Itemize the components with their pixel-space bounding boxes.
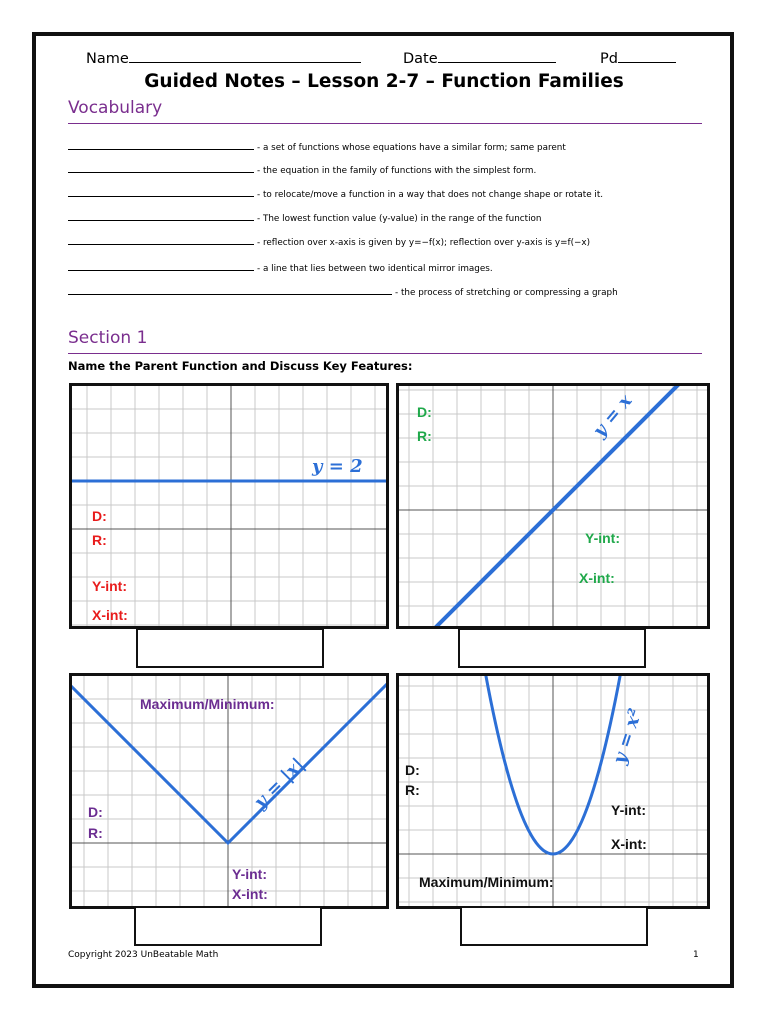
vocab-item: - to relocate/move a function in a way that does not change shape or rotate it.: [68, 187, 603, 200]
vocabulary-rule: [68, 123, 702, 124]
section1-subheading: Name the Parent Function and Discuss Key Features:: [68, 359, 413, 373]
x-int-label: X-int:: [92, 607, 128, 623]
vocab-blank[interactable]: [68, 285, 392, 295]
equation-quadratic: y = x²: [609, 706, 647, 767]
period-label: Pd: [600, 51, 618, 67]
answer-box-quadratic[interactable]: [460, 906, 648, 946]
answer-box-absolute-value[interactable]: [134, 906, 322, 946]
graph-linear-grid: [399, 386, 707, 626]
max-min-label: Maximum/Minimum:: [140, 696, 275, 712]
domain-label: D:: [92, 508, 107, 524]
y-int-label: Y-int:: [92, 578, 127, 594]
answer-box-constant[interactable]: [136, 628, 324, 668]
vocab-blank[interactable]: [68, 140, 254, 150]
vocab-item: - a set of functions whose equations have a similar form; same parent: [68, 140, 566, 153]
vocab-item: - the process of stretching or compressing a graph: [68, 285, 618, 298]
x-int-label: X-int:: [611, 836, 647, 852]
vocab-blank[interactable]: [68, 187, 254, 197]
range-label: R:: [405, 782, 420, 798]
page-number: 1: [693, 950, 699, 960]
vocab-blank[interactable]: [68, 211, 254, 221]
date-label: Date: [403, 51, 438, 67]
graph-constant: [69, 383, 389, 629]
equation-constant: y = 2: [312, 456, 363, 477]
vocab-blank[interactable]: [68, 235, 254, 245]
domain-label: D:: [405, 762, 420, 778]
vocabulary-heading: Vocabulary: [68, 98, 163, 118]
name-label: Name: [86, 51, 129, 67]
y-int-label: Y-int:: [611, 802, 646, 818]
range-label: R:: [92, 532, 107, 548]
equation-linear: y = x: [589, 390, 637, 442]
name-field[interactable]: [86, 48, 361, 67]
x-int-label: X-int:: [232, 886, 268, 902]
vocab-blank[interactable]: [68, 261, 254, 271]
answer-box-linear[interactable]: [458, 628, 646, 668]
vocab-item: - reflection over x-axis is given by y=−f(x); reflection over y-axis is y=f(−x): [68, 235, 590, 248]
max-min-label: Maximum/Minimum:: [419, 874, 554, 890]
range-label: R:: [417, 428, 432, 444]
y-int-label: Y-int:: [232, 866, 267, 882]
page-title: Guided Notes – Lesson 2-7 – Function Families: [144, 71, 624, 92]
period-field[interactable]: [600, 48, 676, 67]
domain-label: D:: [417, 404, 432, 420]
domain-label: D:: [88, 804, 103, 820]
name-blank[interactable]: [129, 48, 361, 63]
section1-heading: Section 1: [68, 328, 148, 348]
copyright: Copyright 2023 UnBeatable Math: [68, 950, 219, 960]
graph-quadratic-grid: [399, 676, 707, 906]
period-blank[interactable]: [618, 48, 676, 63]
range-label: R:: [88, 825, 103, 841]
graph-absolute-value: [69, 673, 389, 909]
equation-absolute-value: y = |x|: [250, 754, 309, 813]
vocab-item: - The lowest function value (y-value) in the range of the function: [68, 211, 542, 224]
section1-rule: [68, 353, 702, 354]
x-int-label: X-int:: [579, 570, 615, 586]
vocab-item: - the equation in the family of functions with the simplest form.: [68, 163, 536, 176]
y-int-label: Y-int:: [585, 530, 620, 546]
vocab-item: - a line that lies between two identical mirror images.: [68, 261, 493, 274]
date-blank[interactable]: [438, 48, 556, 63]
vocab-blank[interactable]: [68, 163, 254, 173]
graph-linear: [396, 383, 710, 629]
graph-quadratic: [396, 673, 710, 909]
date-field[interactable]: [403, 48, 556, 67]
